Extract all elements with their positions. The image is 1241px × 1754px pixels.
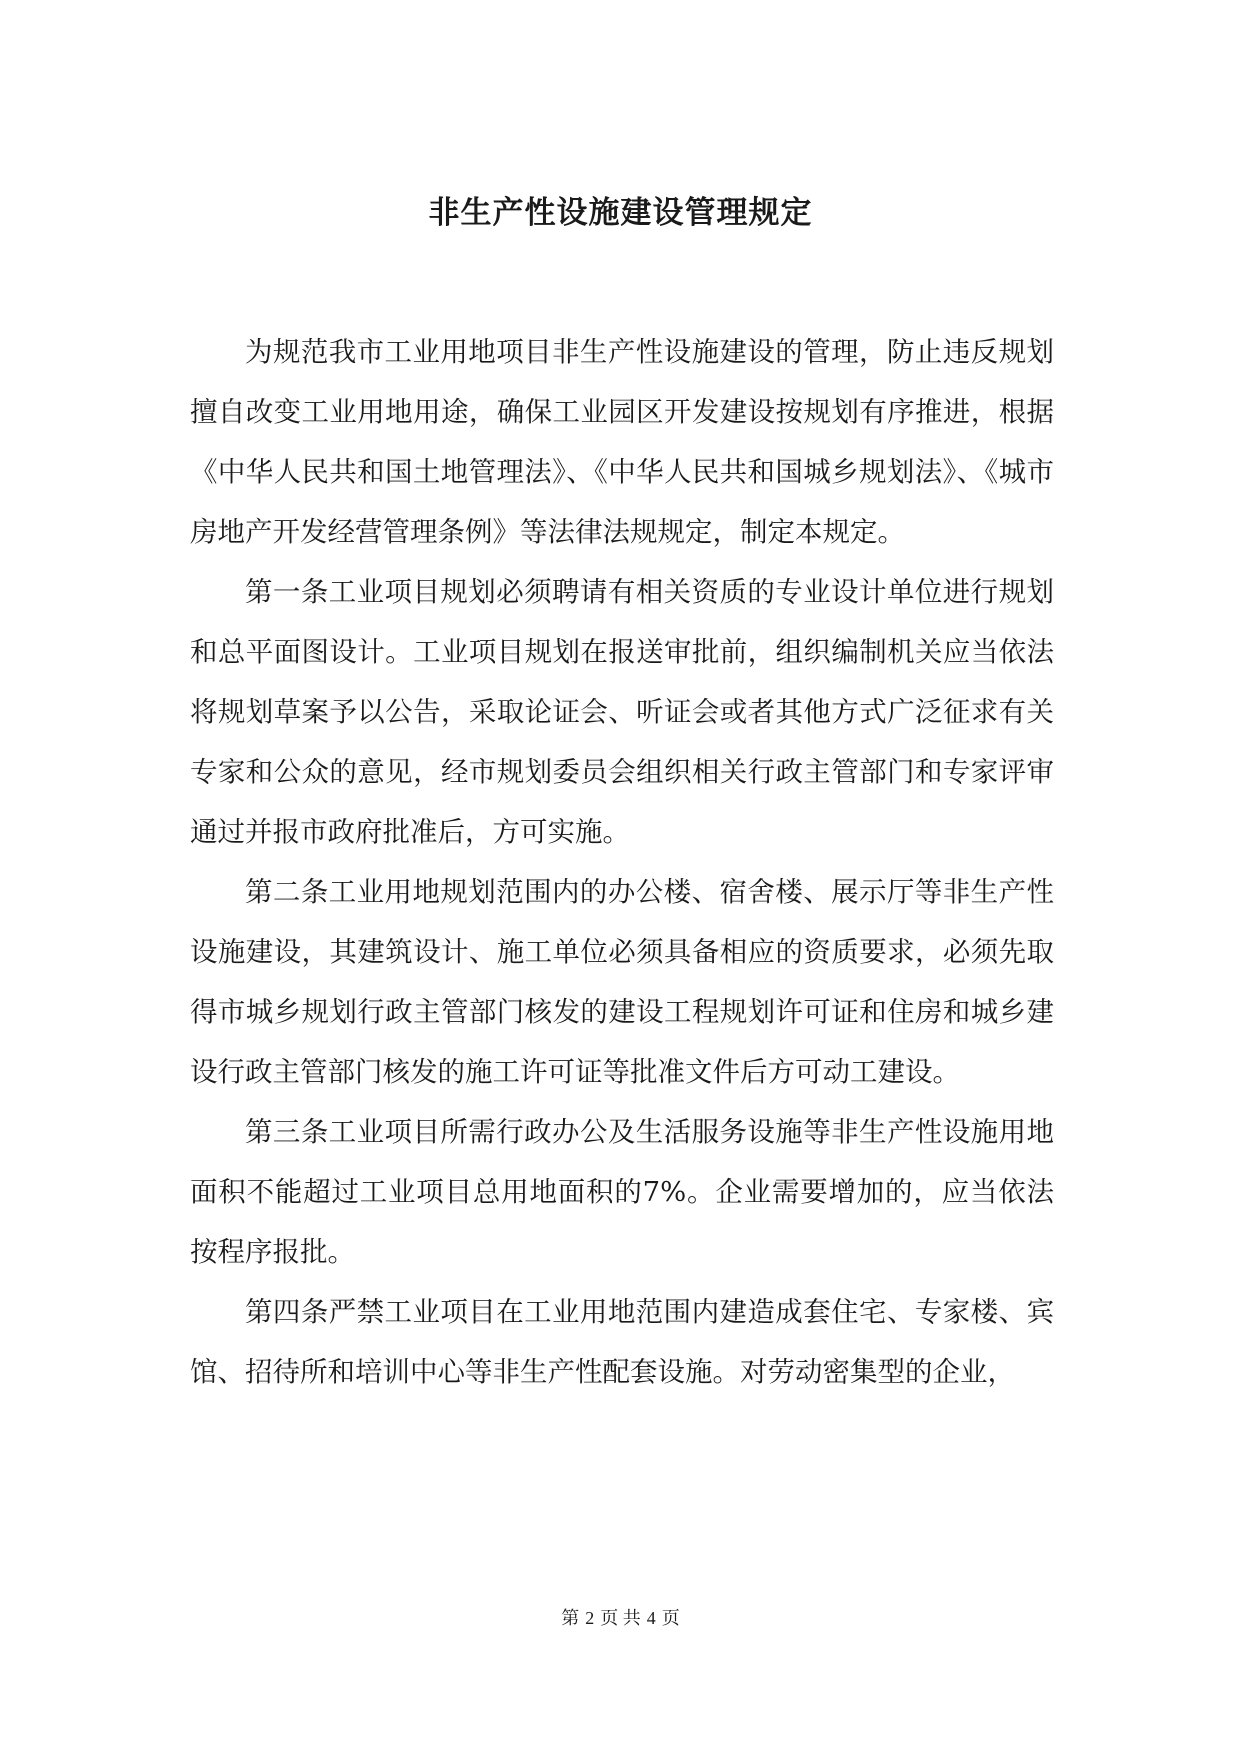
document-body: [190, 322, 1054, 1402]
paragraph-article-3: 第三条工业项目所需行政办公及生活服务设施等非生产性设施用地面积不能超过工业项目总用地面积的7%。企业需要增加的，应当依法按程序报批。: [190, 1116, 1054, 1268]
document-title: 非生产性设施建设管理规定: [428, 195, 813, 231]
paragraph-article-1: 第一条工业项目规划必须聘请有相关资质的专业设计单位进行规划和总平面图设计。工业项目规划在报送审批前，组织编制机关应当依法将规划草案予以公告，采取论证会、听证会或者其他方式广泛征求有关专家和公众的意见，经市规划委员会组织相关行政主管部门和专家评审通过并报市政府批准后，方可实施。: [190, 576, 1054, 848]
paragraph-article-2: 第二条工业用地规划范围内的办公楼、宿舍楼、展示厅等非生产性设施建设，其建筑设计、施工单位必须具备相应的资质要求，必须先取得市城乡规划行政主管部门核发的建设工程规划许可证和住房和城乡建设行政主管部门核发的施工许可证等批准文件后方可动工建设。: [190, 876, 1054, 1088]
footer-page-number: 2: [585, 1608, 595, 1628]
paragraph-intro: 为规范我市工业用地项目非生产性设施建设的管理，防止违反规划擅自改变工业用地用途，确保工业园区开发建设按规划有序推进，根据《中华人民共和国土地管理法》、《中华人民共和国城乡规划法》、《城市房地产开发经营管理条例》等法律法规规定，制定本规定。: [190, 336, 1054, 548]
footer-prefix: 第: [561, 1608, 580, 1628]
footer-suffix: 页: [661, 1608, 680, 1628]
paragraph-article-4: 第四条严禁工业项目在工业用地范围内建造成套住宅、专家楼、宾馆、招待所和培训中心等非生产性配套设施。对劳动密集型的企业，: [190, 1296, 1054, 1388]
footer-middle: 页 共: [600, 1608, 641, 1628]
footer-total-pages: 4: [646, 1608, 656, 1628]
page-footer: [0, 1606, 1241, 1630]
